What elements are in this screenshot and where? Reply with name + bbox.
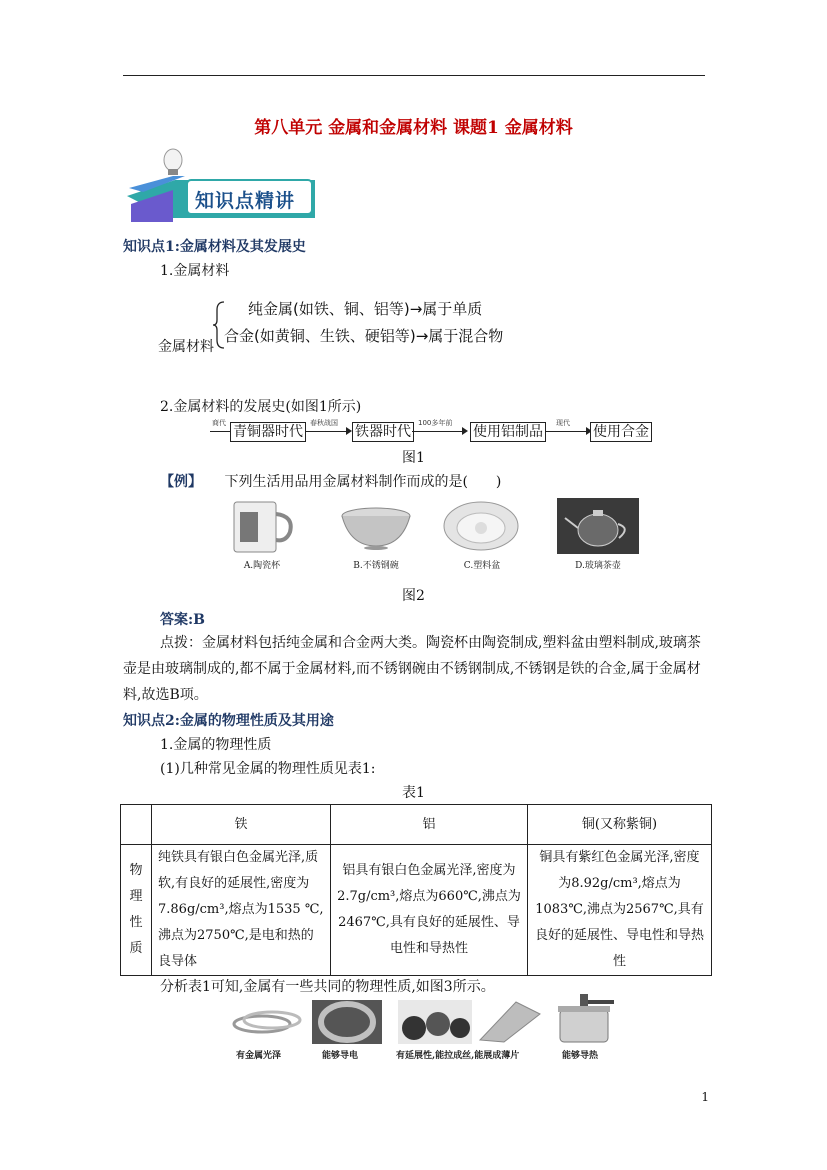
knowledge-badge [125, 148, 320, 228]
kp2-heading: 知识点2:金属的物理性质及其用途 [123, 713, 334, 729]
period-label: 商代 [212, 419, 226, 427]
option-caption: A.陶瓷杯 [243, 561, 281, 571]
page-title: 第八单元 金属和金属材料 课题1 金属材料 [254, 118, 573, 138]
question-text: 下列生活用品用金属材料制作而成的是( ) [224, 474, 502, 490]
figure-2-caption: 图2 [402, 588, 425, 604]
analysis-text: 分析表1可知,金属有一些共同的物理性质,如图3所示。 [160, 979, 495, 995]
period-label: 100多年前 [418, 419, 453, 427]
table-header-cell [121, 805, 152, 845]
fig3-caption: 能够导热 [562, 1051, 599, 1061]
pressure-cooker-icon [552, 992, 616, 1046]
table-header-cell: 铁 [152, 805, 331, 845]
glass-teapot-icon [557, 498, 639, 554]
option-caption: C.塑料盆 [463, 561, 501, 571]
kp2-sub2: (1)几种常见金属的物理性质见表1: [160, 761, 376, 777]
ceramic-cup-icon [228, 498, 298, 554]
copper-cell: 铜具有紫红色金属光泽,密度为8.92g/cm³,熔点为1083℃,沸点为2567℃,具有良好的延展性、导电性和导热性 [528, 845, 712, 976]
metal-foil-icon [476, 1000, 542, 1044]
table-header-cell: 铜(又称紫铜) [528, 805, 712, 845]
example-tag: 【例】 [160, 474, 202, 490]
classification-line-2: 合金(如黄铜、生铁、硬铝等)→属于混合物 [224, 327, 504, 345]
header-rule [123, 75, 705, 76]
option-caption: B.不锈钢碗 [353, 561, 399, 571]
table-caption: 表1 [402, 785, 425, 801]
rings-icon [232, 1000, 302, 1040]
table-header-cell: 铝 [331, 805, 528, 845]
explanation: 点拨：金属材料包括纯金属和合金两大类。陶瓷杯由陶瓷制成,塑料盆由塑料制成,玻璃茶壶是由玻璃制成的,都不属于金属材料,而不锈钢碗由不锈钢制成,不锈钢是铁的合金,属于金属材料,故选B项。 [123, 635, 701, 703]
iron-cell: 纯铁具有银白色金属光泽,质软,有良好的延展性,密度为7.86g/cm³,熔点为1535 ℃,沸点为2750℃,是电和热的良导体 [152, 845, 331, 976]
example-question [160, 469, 501, 495]
kp1-sub2: 2.金属材料的发展史(如图1所示) [160, 399, 362, 415]
kp2-sub1: 1.金属的物理性质 [160, 737, 272, 753]
table-header-row [121, 805, 712, 845]
stage-box: 青铜器时代 [230, 422, 306, 442]
fig3-caption: 有延展性,能拉成丝,能展成薄片 [396, 1051, 520, 1061]
kp1-heading: 知识点1:金属材料及其发展史 [123, 239, 306, 255]
stage-box: 铁器时代 [352, 422, 414, 442]
metal-spools-icon [398, 1000, 472, 1044]
period-label: 春秋战国 [310, 419, 338, 427]
steel-bowl-icon [340, 506, 412, 550]
wire-coil-icon [312, 1000, 382, 1044]
aluminum-cell: 铝具有银白色金属光泽,密度为2.7g/cm³,熔点为660℃,沸点为2467℃,具有良好的延展性、导电性和导热性 [331, 845, 528, 976]
stage-box: 使用合金 [590, 422, 652, 442]
fig3-caption: 能够导电 [322, 1051, 359, 1061]
answer: 答案:B [160, 612, 206, 628]
classification-line-1: 纯金属(如铁、铜、铝等)→属于单质 [248, 300, 483, 318]
kp1-sub1: 1.金属材料 [160, 263, 230, 279]
page-number: 1 [701, 1090, 709, 1104]
fig3-caption: 有金属光泽 [236, 1051, 282, 1061]
plastic-basin-icon [442, 500, 520, 554]
period-label: 现代 [556, 419, 570, 427]
badge-text: 知识点精讲 [195, 190, 296, 212]
metal-properties-table [120, 804, 712, 976]
stage-box: 使用铝制品 [470, 422, 546, 442]
history-flow-diagram [210, 419, 655, 444]
figure-1-caption: 图1 [402, 450, 425, 466]
row-label-cell: 物理性质 [121, 845, 152, 976]
brace-label: 金属材料 [158, 339, 214, 355]
option-caption: D.玻璃茶壶 [575, 561, 621, 571]
table-row [121, 845, 712, 976]
